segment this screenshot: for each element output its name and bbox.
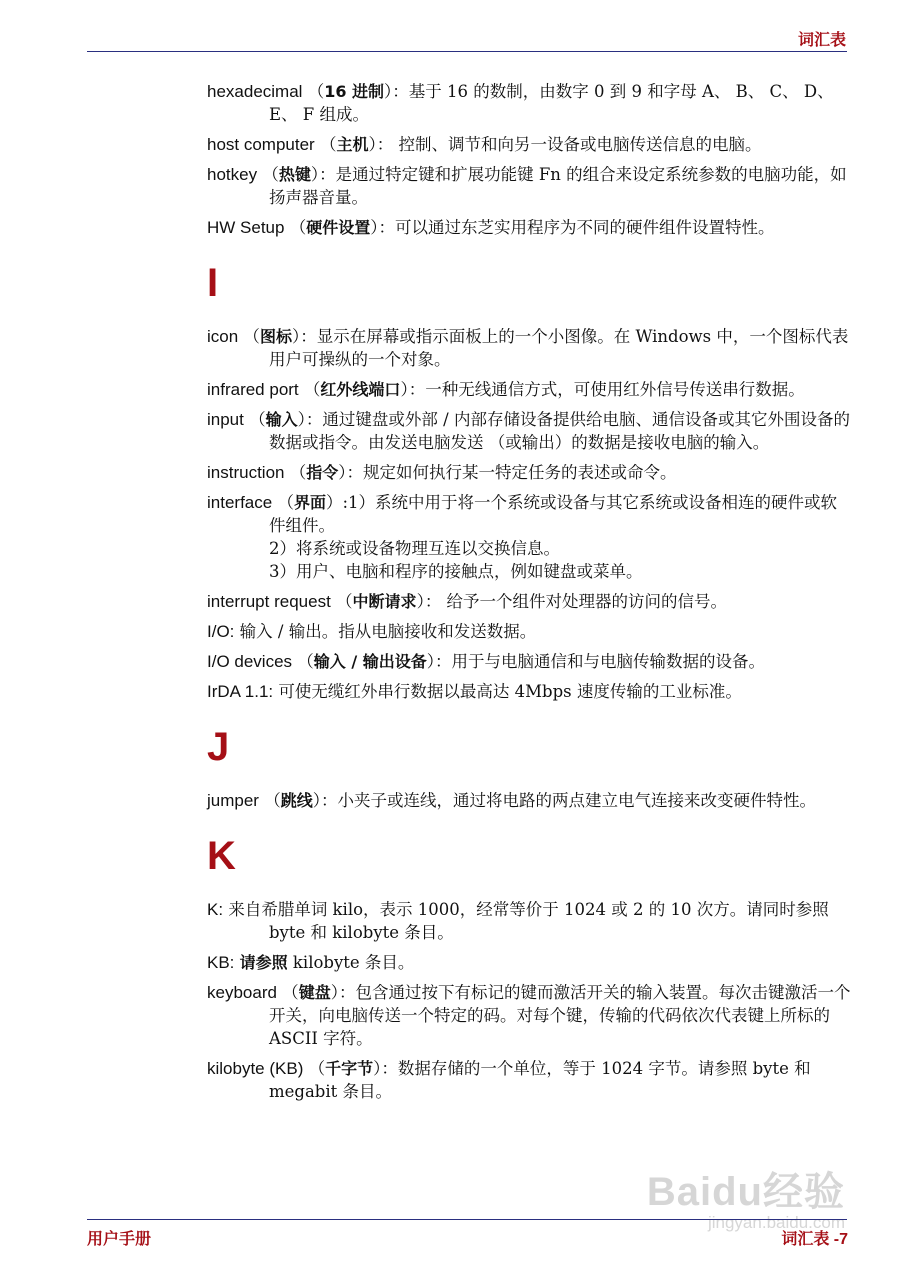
entry-definition: ： 控制、调节和向另一设备或电脑传送信息的电脑。	[376, 135, 762, 154]
glossary-content	[207, 80, 852, 1110]
entry-term: instruction	[207, 463, 285, 482]
entry-term: kilobyte (KB)	[207, 1059, 304, 1078]
entry-term: interface	[207, 493, 273, 512]
glossary-entry: input （输入）：通过键盘或外部 / 内部存储设备提供给电脑、通信设备或其它外围设备的数据或指令。由发送电脑发送 （或输出）的数据是接收电脑的输入。	[207, 410, 850, 452]
glossary-entry: hexadecimal （16 进制）：基于 16 的数制，由数字 0 到 9 和字母 A、 B、 C、 D、 E、 F 组成。	[207, 82, 834, 124]
entry-chinese-term: 输入	[265, 410, 298, 429]
glossary-entry: host computer （主机）： 控制、调节和向另一设备或电脑传送信息的电脑。	[207, 135, 762, 154]
entry-term: infrared port	[207, 380, 299, 399]
entry-chinese-term: 输入 / 输出设备	[313, 652, 427, 671]
entry-term: IrDA 1.1:	[207, 682, 274, 701]
glossary-entry: kilobyte (KB) （千字节）：数据存储的一个单位，等于 1024 字节。请参照 byte 和 megabit 条目。	[207, 1059, 811, 1101]
entry-definition: 输入 / 输出。指从电脑接收和发送数据。	[239, 622, 537, 641]
entry-term: KB:	[207, 953, 235, 972]
glossary-entry: icon （图标）：显示在屏幕或指示面板上的一个小图像。在 Windows 中，一个图标代表用户可操纵的一个对象。	[207, 327, 849, 369]
baidu-jingyan-watermark	[647, 1160, 845, 1233]
entry-definition: ：基于 16 的数制，由数字 0 到 9 和字母 A、 B、 C、 D、 E、 F 组成。	[269, 82, 834, 124]
entry-term: I/O devices	[207, 652, 293, 671]
entry-chinese-term: 图标	[259, 327, 292, 346]
glossary-entry	[207, 951, 852, 974]
glossary-entry: infrared port （红外线端口）：一种无线通信方式，可使用红外信号传送串行数据。	[207, 380, 805, 399]
entry-definition: ：包含通过按下有标记的键而激活开关的输入装置。每次击键激活一个开关，向电脑传送一个特定的码。对每个键，传输的代码依次代表键上所标的 ASCII 字符。	[269, 983, 851, 1048]
entry-definition: 来自希腊单词 kilo，表示 1000，经常等价于 1024 或 2 的 10 次方。请同时参照 byte 和 kilobyte 条目。	[228, 900, 829, 942]
glossary-entry-interface: interface （界面）:1）系统中用于将一个系统或设备与其它系统或设备相连的硬件或软件组件。 2）将系统或设备物理互连以交换信息。 3）用户、电脑和程序的接触点，例如键盘或菜单。	[207, 491, 852, 583]
entry-definition: 可使无缆红外串行数据以最高达 4Mbps 速度传输的工业标准。	[278, 682, 742, 701]
entry-term: keyboard	[207, 983, 277, 1002]
entry-chinese-term: 中断请求	[352, 592, 417, 611]
entry-chinese-term: 指令	[306, 463, 339, 482]
entry-chinese-term: 跳线	[280, 791, 313, 810]
section-letter-k: K	[207, 834, 236, 878]
entry-definition: ：小夹子或连线，通过将电路的两点建立电气连接来改变硬件特性。	[320, 791, 816, 810]
glossary-entry: hotkey （热键）：是通过特定键和扩展功能键 Fn 的组合来设定系统参数的电脑功能，如扬声器音量。	[207, 165, 847, 207]
entry-term: hotkey	[207, 165, 258, 184]
entry-definition-item-2: 2）将系统或设备物理互连以交换信息。	[269, 539, 560, 558]
entry-definition: ：是通过特定键和扩展功能键 Fn 的组合来设定系统参数的电脑功能，如扬声器音量。	[269, 165, 847, 207]
entry-definition: ：用于与电脑通信和与电脑传输数据的设备。	[435, 652, 766, 671]
entry-definition: kilobyte 条目。	[292, 953, 415, 972]
entry-definition-item-3: 3）用户、电脑和程序的接触点，例如键盘或菜单。	[269, 562, 643, 581]
entry-definition: ： 给予一个组件对处理器的访问的信号。	[424, 592, 728, 611]
watermark-url: jingyan.baidu.com	[707, 1213, 845, 1232]
glossary-entry: I/O devices （输入 / 输出设备）：用于与电脑通信和与电脑传输数据的设备。	[207, 652, 766, 671]
header-rule	[87, 51, 847, 52]
entry-chinese-term: 主机	[336, 135, 369, 154]
entry-chinese-term: 界面	[293, 493, 326, 512]
entry-term: icon	[207, 327, 239, 346]
entry-chinese-term: 硬件设置	[306, 218, 371, 237]
running-header: 词汇表	[797, 32, 846, 49]
entry-chinese-term: 键盘	[298, 983, 331, 1002]
entry-definition: ：数据存储的一个单位，等于 1024 字节。请参照 byte 和 megabit 条目。	[269, 1059, 811, 1101]
entry-term: K:	[207, 900, 224, 919]
entry-term: I/O:	[207, 622, 235, 641]
watermark-logo: Baidu经验	[646, 1170, 845, 1214]
section-letter-i: I	[207, 261, 219, 305]
glossary-entry: interrupt request （中断请求）： 给予一个组件对处理器的访问的信号。	[207, 592, 728, 611]
glossary-entry: instruction （指令）：规定如何执行某一特定任务的表述或命令。	[207, 463, 677, 482]
entry-chinese-term: 红外线端口	[320, 380, 401, 399]
entry-term: jumper	[207, 791, 259, 810]
glossary-entry	[207, 620, 852, 643]
section-letter-j: J	[207, 725, 230, 769]
entry-chinese-term: 请参照	[239, 953, 288, 972]
footer-rule	[87, 1219, 847, 1220]
glossary-entry: keyboard （键盘）：包含通过按下有标记的键而激活开关的输入装置。每次击键激活一个开关，向电脑传送一个特定的码。对每个键，传输的代码依次代表键上所标的 ASCII 字符。	[207, 983, 851, 1048]
entry-chinese-term: 千字节	[325, 1059, 374, 1078]
entry-term: hexadecimal	[207, 82, 303, 101]
entry-definition: ：可以通过东芝实用程序为不同的硬件组件设置特性。	[378, 218, 775, 237]
entry-term: input	[207, 410, 244, 429]
entry-term: HW Setup	[207, 218, 285, 237]
footer-page-number: 词汇表 -7	[781, 1231, 848, 1248]
footer-manual-title: 用户手册	[87, 1231, 152, 1248]
glossary-entry: HW Setup （硬件设置）：可以通过东芝实用程序为不同的硬件组件设置特性。	[207, 218, 775, 237]
entry-definition: ：一种无线通信方式，可使用红外信号传送串行数据。	[408, 380, 805, 399]
entry-definition: :1）系统中用于将一个系统或设备与其它系统或设备相连的硬件或软件组件。	[269, 493, 838, 535]
entry-term: interrupt request	[207, 592, 331, 611]
glossary-entry: jumper （跳线）：小夹子或连线，通过将电路的两点建立电气连接来改变硬件特性。	[207, 791, 816, 810]
entry-chinese-term: 热键	[278, 165, 311, 184]
glossary-entry	[207, 898, 852, 944]
entry-term: host computer	[207, 135, 315, 154]
entry-chinese-term: 16 进制	[324, 82, 385, 101]
entry-definition: ：通过键盘或外部 / 内部存储设备提供给电脑、通信设备或其它外围设备的数据或指令。由发送电脑发送 （或输出）的数据是接收电脑的输入。	[269, 410, 850, 452]
glossary-entry	[207, 680, 852, 703]
entry-definition: ：规定如何执行某一特定任务的表述或命令。	[346, 463, 677, 482]
entry-definition: ：显示在屏幕或指示面板上的一个小图像。在 Windows 中，一个图标代表用户可操纵的一个对象。	[269, 327, 849, 369]
